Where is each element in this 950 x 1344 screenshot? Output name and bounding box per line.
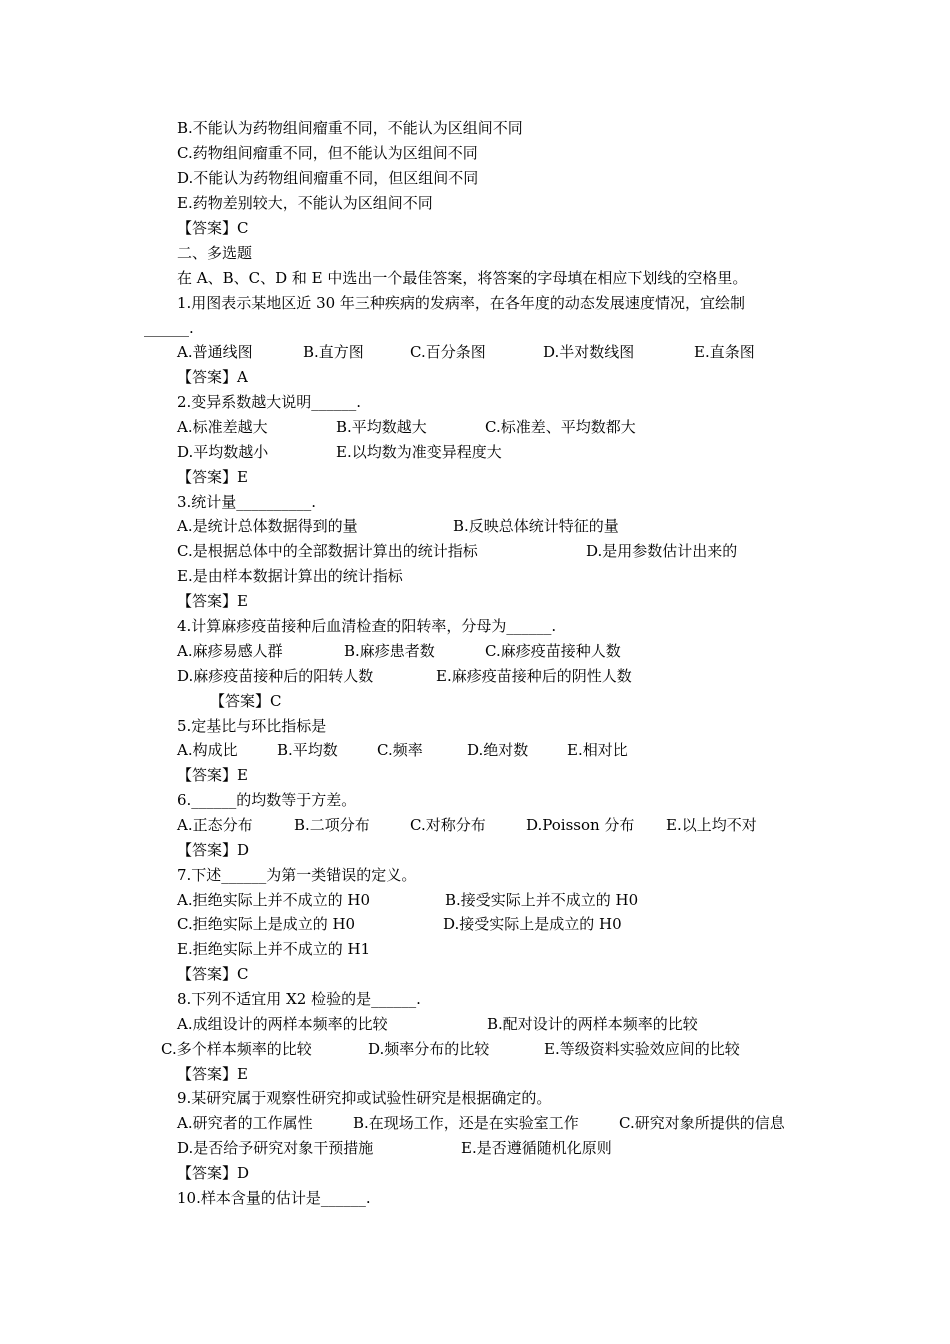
option-text: C.百分条图 xyxy=(410,343,486,361)
option-text: A.成组设计的两样本频率的比较 xyxy=(177,1015,388,1033)
option-text: A.标准差越大 xyxy=(177,418,268,436)
text-line: 5.定基比与环比指标是 xyxy=(177,717,327,735)
text-line: 3.统计量__________. xyxy=(177,493,317,511)
option-text: D.是用参数估计出来的 xyxy=(586,542,738,560)
option-text: B.接受实际上并不成立的 H0 xyxy=(445,891,639,909)
text-line: 1.用图表示某地区近 30 年三种疾病的发病率，在各年度的动态发展速度情况，宜绘制 xyxy=(177,294,745,312)
text-line: 【答案】C xyxy=(177,965,249,983)
text-line: 【答案】C xyxy=(210,692,282,710)
option-text: C.麻疹疫苗接种人数 xyxy=(485,642,621,660)
option-text: C.频率 xyxy=(377,741,423,759)
text-line: E.是由样本数据计算出的统计指标 xyxy=(177,567,403,585)
option-text: D.麻疹疫苗接种后的阳转人数 xyxy=(177,667,374,685)
option-text: D.Poisson 分布 xyxy=(526,816,635,834)
option-text: D.频率分布的比较 xyxy=(368,1040,490,1058)
text-line: 7.下述______为第一类错误的定义。 xyxy=(177,866,417,884)
option-text: C.研究对象所提供的信息 xyxy=(619,1114,785,1132)
text-line: ______. xyxy=(144,319,194,337)
text-line: 2.变异系数越大说明______. xyxy=(177,393,362,411)
text-line: 6.______的均数等于方差。 xyxy=(177,791,357,809)
text-line: 【答案】E xyxy=(177,766,248,784)
option-text: E.麻疹疫苗接种后的阴性人数 xyxy=(436,667,632,685)
option-text: A.研究者的工作属性 xyxy=(177,1114,313,1132)
option-text: D.接受实际上是成立的 H0 xyxy=(443,915,622,933)
option-text: E.以均数为准变异程度大 xyxy=(336,443,502,461)
option-text: B.麻疹患者数 xyxy=(344,642,435,660)
option-text: C.多个样本频率的比较 xyxy=(161,1040,312,1058)
option-text: E.相对比 xyxy=(567,741,628,759)
text-line: 4.计算麻疹疫苗接种后血清检查的阳转率，分母为______. xyxy=(177,617,557,635)
option-text: A.构成比 xyxy=(177,741,238,759)
option-text: A.是统计总体数据得到的量 xyxy=(177,517,358,535)
text-line: 二、多选题 xyxy=(177,244,253,262)
option-text: C.标准差、平均数都大 xyxy=(485,418,636,436)
text-line: 8.下列不适宜用 X2 检验的是______. xyxy=(177,990,421,1008)
option-text: B.配对设计的两样本频率的比较 xyxy=(487,1015,698,1033)
text-line: 9.某研究属于观察性研究抑或试验性研究是根据确定的。 xyxy=(177,1089,552,1107)
option-text: B.平均数越大 xyxy=(336,418,427,436)
option-text: D.平均数越小 xyxy=(177,443,269,461)
option-text: C.是根据总体中的全部数据计算出的统计指标 xyxy=(177,542,478,560)
option-text: E.是否遵循随机化原则 xyxy=(461,1139,612,1157)
text-line: D.不能认为药物组间瘤重不同，但区组间不同 xyxy=(177,169,479,187)
option-text: E.以上均不对 xyxy=(666,816,757,834)
option-text: A.拒绝实际上并不成立的 H0 xyxy=(177,891,370,909)
option-text: D.半对数线图 xyxy=(543,343,635,361)
text-line: C.药物组间瘤重不同，但不能认为区组间不同 xyxy=(177,144,478,162)
text-line: 10.样本含量的估计是______. xyxy=(177,1189,371,1207)
option-text: A.麻疹易感人群 xyxy=(177,642,283,660)
text-line: 【答案】C xyxy=(177,219,249,237)
option-text: A.正态分布 xyxy=(177,816,253,834)
text-line: 在 A、B、C、D 和 E 中选出一个最佳答案，将答案的字母填在相应下划线的空格里。 xyxy=(177,269,748,287)
option-text: B.反映总体统计特征的量 xyxy=(453,517,619,535)
text-line: E.拒绝实际上并不成立的 H1 xyxy=(177,940,371,958)
option-text: D.是否给予研究对象干预措施 xyxy=(177,1139,374,1157)
option-text: C.对称分布 xyxy=(410,816,486,834)
option-text: E.等级资料实验效应间的比较 xyxy=(544,1040,740,1058)
option-text: E.直条图 xyxy=(694,343,755,361)
text-line: 【答案】D xyxy=(177,841,250,859)
option-text: B.直方图 xyxy=(303,343,364,361)
option-text: B.在现场工作，还是在实验室工作 xyxy=(353,1114,579,1132)
option-text: B.平均数 xyxy=(277,741,338,759)
option-text: B.二项分布 xyxy=(294,816,370,834)
option-text: D.绝对数 xyxy=(467,741,529,759)
text-line: 【答案】E xyxy=(177,592,248,610)
text-line: 【答案】D xyxy=(177,1164,250,1182)
text-line: E.药物差别较大，不能认为区组间不同 xyxy=(177,194,433,212)
text-line: B.不能认为药物组间瘤重不同，不能认为区组间不同 xyxy=(177,119,523,137)
text-line: 【答案】E xyxy=(177,1065,248,1083)
text-line: 【答案】A xyxy=(177,368,248,386)
option-text: A.普通线图 xyxy=(177,343,253,361)
option-text: C.拒绝实际上是成立的 H0 xyxy=(177,915,356,933)
text-line: 【答案】E xyxy=(177,468,248,486)
